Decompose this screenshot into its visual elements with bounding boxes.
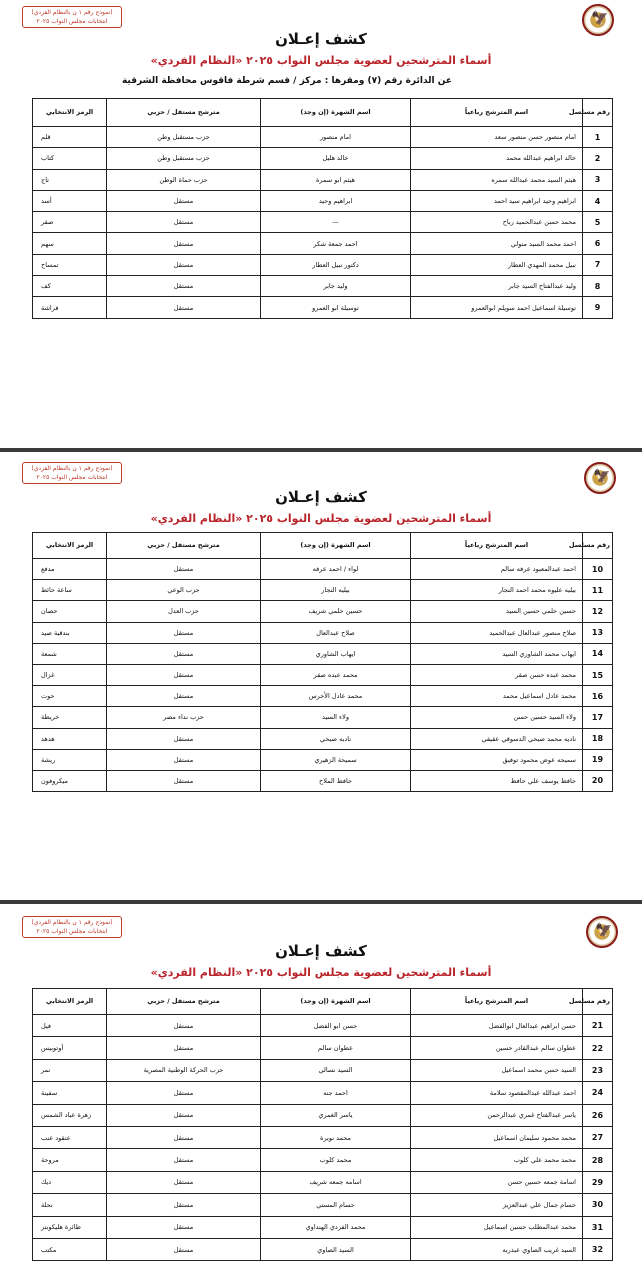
header-alias: اسم الشهرة (إن وجد)	[261, 989, 411, 1015]
candidate-name-cell: محمد حسن عبدالحميد رباح	[411, 212, 583, 233]
table-row	[33, 1171, 613, 1193]
symbol-cell: ديك	[33, 1171, 107, 1193]
alias-cell: خالد هليل	[261, 148, 411, 169]
candidate-name-cell: هيثم السيد محمد عبدالله سمره	[411, 169, 583, 190]
announcement-page-1	[0, 0, 642, 448]
table-row	[33, 127, 613, 148]
symbol-cell: كف	[33, 276, 107, 297]
table-row	[33, 643, 613, 664]
alias-cell: السيد الصاوي	[261, 1238, 411, 1260]
alias-cell: سميحة الزهيري	[261, 749, 411, 770]
alias-cell: ياسر الغمري	[261, 1104, 411, 1126]
candidate-name-cell: حسين حلمي حسين السيد	[411, 601, 583, 622]
alias-cell: ايهاب الشاوري	[261, 643, 411, 664]
affiliation-cell: مستقل	[107, 1194, 261, 1216]
page-title: كشف إعـلان	[275, 942, 367, 960]
symbol-cell: قلم	[33, 127, 107, 148]
serial-cell: 22	[583, 1037, 613, 1059]
alias-cell: محمد الفردي الهنداوي	[261, 1216, 411, 1238]
serial-cell: 20	[583, 770, 613, 791]
table-row	[33, 233, 613, 254]
symbol-cell: شمعة	[33, 643, 107, 664]
table-row	[33, 728, 613, 749]
affiliation-cell: حزب حماة الوطن	[107, 169, 261, 190]
table-row	[33, 254, 613, 275]
header-name: اسم المترشح رباعياً	[411, 533, 583, 559]
candidate-name-cell: محمد عبده حسن صقر	[411, 664, 583, 685]
serial-cell: 19	[583, 749, 613, 770]
affiliation-cell: مستقل	[107, 1126, 261, 1148]
serial-cell: 9	[583, 297, 613, 318]
symbol-cell: نمر	[33, 1059, 107, 1081]
candidate-name-cell: السيد حسن محمد اسماعيل	[411, 1059, 583, 1081]
alias-cell: احمد جمعة شكر	[261, 233, 411, 254]
affiliation-cell: مستقل	[107, 1082, 261, 1104]
alias-cell: دكتور نبيل العطار	[261, 254, 411, 275]
serial-cell: 16	[583, 686, 613, 707]
alias-cell: ابراهيم وحيد	[261, 190, 411, 211]
candidate-name-cell: اسامة جمعه حسين حسن	[411, 1171, 583, 1193]
serial-cell: 12	[583, 601, 613, 622]
table-row	[33, 1059, 613, 1081]
announcement-page-2	[0, 452, 642, 900]
candidate-name-cell: حافظ يوسف علي حافظ	[411, 770, 583, 791]
candidate-name-cell: احمد عبدالمعبود عرفه سالم	[411, 559, 583, 580]
table-row	[33, 1082, 613, 1104]
candidate-name-cell: محمد محمد علي كلوب	[411, 1149, 583, 1171]
alias-cell: محمد كلوب	[261, 1149, 411, 1171]
header-symbol: الرمز الانتخابي	[33, 533, 107, 559]
form-number-box: (نموذج رقم ١ ن بالنظام الفردي) انتخابات مجلس النواب ٢٠٢٥	[22, 916, 122, 938]
table-row	[33, 1149, 613, 1171]
alias-cell: حسن ابو الفضل	[261, 1015, 411, 1037]
affiliation-cell: مستقل	[107, 212, 261, 233]
symbol-cell: نحلة	[33, 1194, 107, 1216]
symbol-cell: أوتوبيس	[33, 1037, 107, 1059]
symbol-cell: ساعة حائط	[33, 580, 107, 601]
symbol-cell: فراشة	[33, 297, 107, 318]
table-row	[33, 707, 613, 728]
page-title: كشف إعـلان	[275, 488, 367, 506]
affiliation-cell: مستقل	[107, 622, 261, 643]
page-subtitle: أسماء المترشحين لعضوية مجلس النواب ٢٠٢٥ «النظام الفردي»	[150, 966, 492, 979]
serial-cell: 4	[583, 190, 613, 211]
table-row	[33, 1216, 613, 1238]
serial-cell: 18	[583, 728, 613, 749]
symbol-cell: صقر	[33, 212, 107, 233]
table-row	[33, 770, 613, 791]
header-symbol: الرمز الانتخابي	[33, 99, 107, 127]
candidate-name-cell: ناديه محمد صبحي الدسوقي عقيقي	[411, 728, 583, 749]
alias-cell: —	[261, 212, 411, 233]
serial-cell: 6	[583, 233, 613, 254]
header-serial: رقم مسلسل	[583, 533, 613, 559]
symbol-cell: مكتب	[33, 1238, 107, 1260]
affiliation-cell: مستقل	[107, 728, 261, 749]
affiliation-cell: مستقل	[107, 664, 261, 685]
symbol-cell: هدهد	[33, 728, 107, 749]
affiliation-cell: مستقل	[107, 1171, 261, 1193]
serial-cell: 28	[583, 1149, 613, 1171]
serial-cell: 7	[583, 254, 613, 275]
alias-cell: ولاء السيد	[261, 707, 411, 728]
candidate-name-cell: امام منصور حسن منصور سعد	[411, 127, 583, 148]
table-row	[33, 749, 613, 770]
egypt-emblem-icon: 🦅	[584, 462, 616, 494]
alias-cell: محمد عادل الأخرس	[261, 686, 411, 707]
table-row	[33, 297, 613, 318]
header-name: اسم المترشح رباعياً	[411, 989, 583, 1015]
alias-cell: امام منصور	[261, 127, 411, 148]
affiliation-cell: حزب مستقبل وطن	[107, 148, 261, 169]
alias-cell: اسامه جمعه شريف	[261, 1171, 411, 1193]
serial-cell: 17	[583, 707, 613, 728]
candidate-name-cell: احمد محمد السيد متولي	[411, 233, 583, 254]
table-row	[33, 686, 613, 707]
symbol-cell: خريطة	[33, 707, 107, 728]
symbol-cell: سهم	[33, 233, 107, 254]
symbol-cell: تاج	[33, 169, 107, 190]
table-row	[33, 276, 613, 297]
alias-cell: السيد نسالي	[261, 1059, 411, 1081]
announcement-page-3	[0, 904, 642, 1280]
table-row	[33, 169, 613, 190]
affiliation-cell: مستقل	[107, 1104, 261, 1126]
serial-cell: 3	[583, 169, 613, 190]
affiliation-cell: مستقل	[107, 1216, 261, 1238]
header-serial: رقم مسلسل	[583, 989, 613, 1015]
alias-cell: حافظ الملاح	[261, 770, 411, 791]
candidate-name-cell: محمد محمود سليمان اسماعيل	[411, 1126, 583, 1148]
serial-cell: 24	[583, 1082, 613, 1104]
affiliation-cell: مستقل	[107, 1238, 261, 1260]
serial-cell: 31	[583, 1216, 613, 1238]
page-subtitle: أسماء المترشحين لعضوية مجلس النواب ٢٠٢٥ «النظام الفردي»	[150, 512, 492, 525]
alias-cell: ناديه صبحي	[261, 728, 411, 749]
table-row	[33, 601, 613, 622]
page-title: كشف إعـلان	[275, 30, 367, 48]
candidate-name-cell: سميحه عوض محمود توفيق	[411, 749, 583, 770]
table-row	[33, 580, 613, 601]
symbol-cell: تمساح	[33, 254, 107, 275]
serial-cell: 15	[583, 664, 613, 685]
symbol-cell: زهرة عباد الشمس	[33, 1104, 107, 1126]
egypt-emblem-icon: 🦅	[586, 916, 618, 948]
table-row	[33, 1104, 613, 1126]
candidate-name-cell: نبيل محمد المهدي العطار	[411, 254, 583, 275]
affiliation-cell: مستقل	[107, 276, 261, 297]
serial-cell: 8	[583, 276, 613, 297]
symbol-cell: عنقود عنب	[33, 1126, 107, 1148]
serial-cell: 30	[583, 1194, 613, 1216]
affiliation-cell: مستقل	[107, 1037, 261, 1059]
table-row	[33, 1194, 613, 1216]
candidate-name-cell: حسام جمال علي عبدالعزيز	[411, 1194, 583, 1216]
affiliation-cell: مستقل	[107, 643, 261, 664]
header-affiliation: مترشح مستقل / حزبي	[107, 989, 261, 1015]
candidates-table	[32, 988, 613, 1261]
symbol-cell: كتاب	[33, 148, 107, 169]
candidate-name-cell: ياسر عبدالفتاح غمري عبدالرحمن	[411, 1104, 583, 1126]
symbol-cell: حصان	[33, 601, 107, 622]
candidates-table	[32, 98, 613, 319]
serial-cell: 10	[583, 559, 613, 580]
symbol-cell: مدفع	[33, 559, 107, 580]
serial-cell: 5	[583, 212, 613, 233]
symbol-cell: بندقية صيد	[33, 622, 107, 643]
table-row	[33, 622, 613, 643]
alias-cell: لواء / احمد عرفه	[261, 559, 411, 580]
symbol-cell: مروحة	[33, 1149, 107, 1171]
alias-cell: محمد نويرة	[261, 1126, 411, 1148]
candidate-name-cell: خالد ابراهيم عبدالله محمد	[411, 148, 583, 169]
affiliation-cell: مستقل	[107, 1149, 261, 1171]
form-number-box: (نموذج رقم ١ ن بالنظام الفردي) انتخابات مجلس النواب ٢٠٢٥	[22, 462, 122, 484]
serial-cell: 1	[583, 127, 613, 148]
affiliation-cell: مستقل	[107, 1015, 261, 1037]
candidate-name-cell: ايهاب محمد الشاوري السيد	[411, 643, 583, 664]
header-name: اسم المترشح رباعياً	[411, 99, 583, 127]
serial-cell: 13	[583, 622, 613, 643]
candidate-name-cell: وليد عبدالفتاح السيد جابر	[411, 276, 583, 297]
candidate-name-cell: حسن ابراهيم عبدالعال ابوالفضل	[411, 1015, 583, 1037]
affiliation-cell: مستقل	[107, 297, 261, 318]
candidate-name-cell: محمد عادل اسماعيل محمد	[411, 686, 583, 707]
affiliation-cell: حزب الوعي	[107, 580, 261, 601]
table-row	[33, 1126, 613, 1148]
alias-cell: هيثم ابو سمرة	[261, 169, 411, 190]
serial-cell: 23	[583, 1059, 613, 1081]
affiliation-cell: مستقل	[107, 770, 261, 791]
egypt-emblem-icon: 🦅	[582, 4, 614, 36]
table-row	[33, 212, 613, 233]
alias-cell: توسيلة ابو العمرو	[261, 297, 411, 318]
alias-cell: صلاح عبدالعال	[261, 622, 411, 643]
symbol-cell: ميكروفون	[33, 770, 107, 791]
symbol-cell: ريشة	[33, 749, 107, 770]
alias-cell: بيليه النجار	[261, 580, 411, 601]
form-number-box: (نموذج رقم ١ ن بالنظام الفردي) انتخابات مجلس النواب ٢٠٢٥	[22, 6, 122, 28]
alias-cell: حسام المستي	[261, 1194, 411, 1216]
affiliation-cell: مستقل	[107, 559, 261, 580]
serial-cell: 2	[583, 148, 613, 169]
symbol-cell: فيل	[33, 1015, 107, 1037]
serial-cell: 26	[583, 1104, 613, 1126]
district-line: عن الدائرة رقم (٧) ومقرها : مركز / قسم شرطة فاقوس محافظة الشرقية	[121, 76, 452, 86]
symbol-cell: حوت	[33, 686, 107, 707]
candidate-name-cell: السيد غريب الصاوي عبدربه	[411, 1238, 583, 1260]
header-serial: رقم مسلسل	[583, 99, 613, 127]
alias-cell: محمد عبده صقر	[261, 664, 411, 685]
candidate-name-cell: عطوان سالم عبدالقادر حسين	[411, 1037, 583, 1059]
serial-cell: 32	[583, 1238, 613, 1260]
candidate-name-cell: صلاح منصور عبدالعال عبدالحميد	[411, 622, 583, 643]
serial-cell: 29	[583, 1171, 613, 1193]
candidate-name-cell: بيليه عليوه محمد احمد النجار	[411, 580, 583, 601]
alias-cell: احمد جنه	[261, 1082, 411, 1104]
symbol-cell: غزال	[33, 664, 107, 685]
candidate-name-cell: توسيلة اسماعيل احمد سويلم ابوالعمرو	[411, 297, 583, 318]
header-affiliation: مترشح مستقل / حزبي	[107, 99, 261, 127]
candidate-name-cell: محمد عبدالمطلب حسين اسماعيل	[411, 1216, 583, 1238]
affiliation-cell: حزب نداء مصر	[107, 707, 261, 728]
table-row	[33, 1037, 613, 1059]
symbol-cell: سفينة	[33, 1082, 107, 1104]
affiliation-cell: حزب مستقبل وطن	[107, 127, 261, 148]
alias-cell: عطوان سالم	[261, 1037, 411, 1059]
header-alias: اسم الشهرة (إن وجد)	[261, 99, 411, 127]
affiliation-cell: مستقل	[107, 686, 261, 707]
affiliation-cell: مستقل	[107, 254, 261, 275]
affiliation-cell: مستقل	[107, 749, 261, 770]
candidates-table	[32, 532, 613, 792]
candidate-name-cell: ابراهيم وحيد ابراهيم سيد احمد	[411, 190, 583, 211]
table-row	[33, 1238, 613, 1260]
table-row	[33, 148, 613, 169]
table-row	[33, 664, 613, 685]
candidate-name-cell: ولاء السيد حسين حسن	[411, 707, 583, 728]
page-subtitle: أسماء المترشحين لعضوية مجلس النواب ٢٠٢٥ «النظام الفردي»	[150, 54, 492, 67]
symbol-cell: طائرة هليكوبتر	[33, 1216, 107, 1238]
serial-cell: 11	[583, 580, 613, 601]
serial-cell: 21	[583, 1015, 613, 1037]
affiliation-cell: مستقل	[107, 190, 261, 211]
affiliation-cell: حزب العدل	[107, 601, 261, 622]
table-row	[33, 190, 613, 211]
affiliation-cell: حزب الحركة الوطنية المصرية	[107, 1059, 261, 1081]
affiliation-cell: مستقل	[107, 233, 261, 254]
table-row	[33, 1015, 613, 1037]
symbol-cell: أسد	[33, 190, 107, 211]
header-affiliation: مترشح مستقل / حزبي	[107, 533, 261, 559]
header-symbol: الرمز الانتخابي	[33, 989, 107, 1015]
alias-cell: حسين حلمي شريف	[261, 601, 411, 622]
serial-cell: 14	[583, 643, 613, 664]
header-alias: اسم الشهرة (إن وجد)	[261, 533, 411, 559]
serial-cell: 27	[583, 1126, 613, 1148]
table-row	[33, 559, 613, 580]
alias-cell: وليد جابر	[261, 276, 411, 297]
candidate-name-cell: احمد عبدالله عبدالمقصود سلامة	[411, 1082, 583, 1104]
